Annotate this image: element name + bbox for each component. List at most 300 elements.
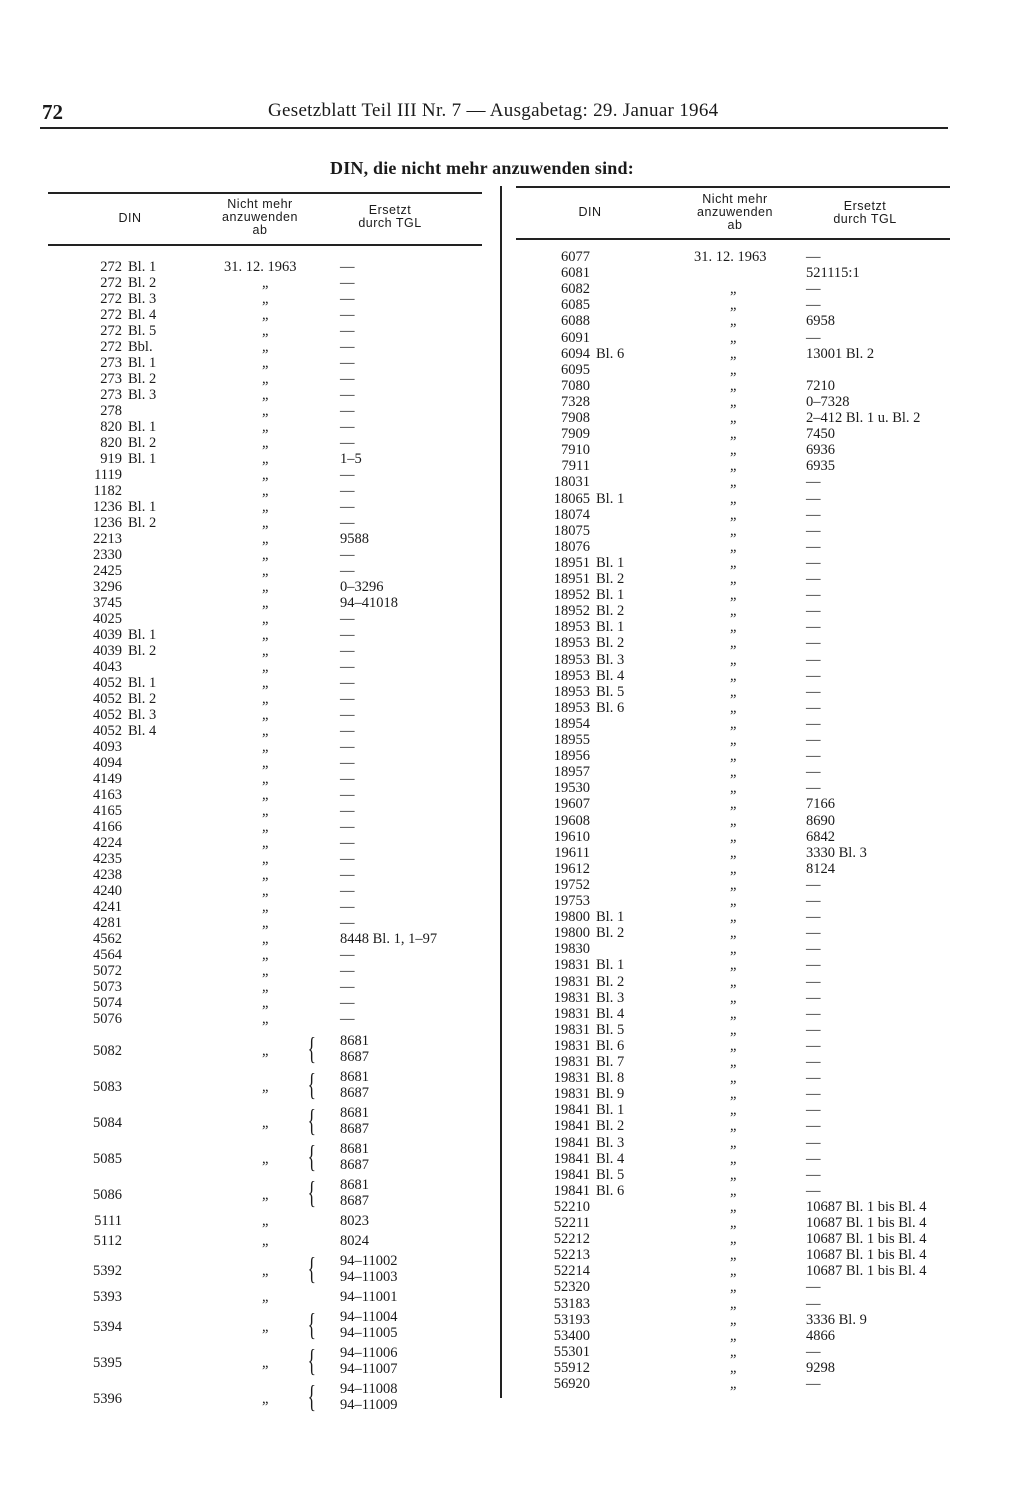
valid-until: „ xyxy=(730,860,737,877)
din-number: 4163 xyxy=(93,787,122,803)
replaced-by-tgl: 6958 xyxy=(806,313,835,330)
left-col-ersetzt-l2: durch TGL xyxy=(358,216,422,230)
replaced-by-tgl: — xyxy=(340,899,355,915)
din-number: 19800 xyxy=(553,909,590,926)
din-number: 3296 xyxy=(93,579,122,595)
replaced-by-tgl: — xyxy=(806,1118,821,1135)
table-row xyxy=(516,571,956,587)
valid-until: „ xyxy=(730,893,737,909)
din-number: 19800 xyxy=(553,925,590,942)
right-col-nicht-l1: Nicht mehr xyxy=(702,192,768,206)
replaced-by-tgl: — xyxy=(340,403,355,419)
valid-until: „ xyxy=(262,1233,269,1249)
replaced-by-tgl: — xyxy=(806,1021,821,1038)
replaced-by-tgl: 94–11009 xyxy=(340,1397,398,1413)
din-blatt: Bl. 3 xyxy=(128,291,157,307)
valid-until: „ xyxy=(730,812,737,829)
din-number: 919 xyxy=(100,451,122,467)
replaced-by-tgl: — xyxy=(806,1295,821,1312)
table-row xyxy=(48,675,482,691)
replaced-by-tgl: 94–11006 xyxy=(340,1345,398,1361)
valid-until: „ xyxy=(262,467,269,483)
din-number: 4166 xyxy=(93,819,122,835)
page-header-title: Gesetzblatt Teil III Nr. 7 — Ausgabetag: 29. Januar 1964 xyxy=(268,100,719,121)
table-row xyxy=(516,861,956,877)
replaced-by-tgl: — xyxy=(340,483,355,499)
valid-until: „ xyxy=(262,403,269,419)
din-number: 4224 xyxy=(93,835,122,851)
table-row xyxy=(516,1360,956,1376)
table-row xyxy=(516,362,956,378)
replaced-by-tgl: 8687 xyxy=(340,1049,369,1065)
replaced-by-tgl: — xyxy=(806,1134,821,1151)
din-number: 1119 xyxy=(94,467,122,483)
din-number: 18954 xyxy=(553,715,590,732)
table-row xyxy=(516,1151,956,1167)
table-row xyxy=(48,1141,482,1157)
replaced-by-tgl: — xyxy=(806,1070,821,1087)
valid-until: „ xyxy=(730,410,737,426)
valid-until: „ xyxy=(730,844,737,861)
replaced-by-tgl: — xyxy=(806,1086,821,1103)
table-row xyxy=(48,355,482,371)
table-row xyxy=(48,483,482,499)
table-row xyxy=(516,1118,956,1134)
table-row xyxy=(48,947,482,963)
valid-until: „ xyxy=(730,989,737,1006)
replaced-by-tgl: 9298 xyxy=(806,1359,835,1376)
din-number: 5082 xyxy=(93,1043,122,1059)
valid-until: „ xyxy=(262,915,269,931)
din-number: 6094 xyxy=(561,345,590,362)
din-blatt: Bl. 2 xyxy=(596,1118,625,1135)
table-row xyxy=(48,275,482,291)
replaced-by-tgl: — xyxy=(340,723,355,739)
table-row xyxy=(516,845,956,861)
valid-until: „ xyxy=(730,1005,737,1022)
din-blatt: Bl. 3 xyxy=(128,387,157,403)
din-blatt: Bl. 5 xyxy=(596,1166,625,1183)
valid-until: „ xyxy=(730,1359,737,1376)
right-col-ersetzt-l2: durch TGL xyxy=(833,212,897,226)
replaced-by-tgl: — xyxy=(806,780,821,797)
din-number: 19610 xyxy=(553,828,590,845)
din-number: 4025 xyxy=(93,611,122,627)
table-row xyxy=(516,1376,956,1392)
din-blatt: Bl. 8 xyxy=(596,1070,625,1087)
replaced-by-tgl: 521115:1 xyxy=(806,265,860,282)
table-row xyxy=(48,1213,482,1229)
din-number: 4281 xyxy=(93,915,122,931)
replaced-by-tgl: — xyxy=(806,297,821,314)
replaced-by-tgl: 8687 xyxy=(340,1085,369,1101)
table-row xyxy=(48,1253,482,1269)
valid-until: „ xyxy=(262,515,269,531)
replaced-by-tgl: 7450 xyxy=(806,426,835,443)
replaced-by-tgl: — xyxy=(340,851,355,867)
brace-icon: { xyxy=(307,1102,316,1138)
valid-until: „ xyxy=(730,1279,737,1296)
section-title: DIN, die nicht mehr anzuwenden sind: xyxy=(330,158,634,178)
table-row xyxy=(516,539,956,555)
din-number: 278 xyxy=(100,403,122,419)
replaced-by-tgl: 8681 xyxy=(340,1141,369,1157)
replaced-by-tgl: — xyxy=(806,587,821,604)
table-row xyxy=(516,458,956,474)
replaced-by-tgl: — xyxy=(340,979,355,995)
table-row xyxy=(516,990,956,1006)
table-row xyxy=(516,764,956,780)
valid-until: „ xyxy=(730,281,737,298)
table-row xyxy=(516,1038,956,1054)
replaced-by-tgl: — xyxy=(806,683,821,700)
valid-until: „ xyxy=(262,1319,269,1335)
replaced-by-tgl: 10687 Bl. 1 bis Bl. 4 xyxy=(806,1247,927,1264)
din-number: 4564 xyxy=(93,947,122,963)
din-number: 4238 xyxy=(93,867,122,883)
replaced-by-tgl: — xyxy=(340,867,355,883)
din-number: 7910 xyxy=(561,442,590,459)
replaced-by-tgl: 8687 xyxy=(340,1121,369,1137)
table-row xyxy=(516,619,956,635)
valid-until: „ xyxy=(730,1376,737,1392)
din-number: 3745 xyxy=(93,595,122,611)
replaced-by-tgl: — xyxy=(340,611,355,627)
table-row xyxy=(48,339,482,355)
din-number: 19831 xyxy=(553,1070,590,1087)
table-row xyxy=(516,1199,956,1215)
replaced-by-tgl: 8681 xyxy=(340,1105,369,1121)
din-number: 5085 xyxy=(93,1151,122,1167)
valid-until: „ xyxy=(262,947,269,963)
replaced-by-tgl: 0–3296 xyxy=(340,579,384,595)
table-row xyxy=(516,491,956,507)
table-row xyxy=(516,265,956,281)
valid-until: „ xyxy=(262,1263,269,1279)
replaced-by-tgl: 8024 xyxy=(340,1233,369,1249)
replaced-by-tgl: 94–41018 xyxy=(340,595,398,611)
replaced-by-tgl: — xyxy=(340,547,355,563)
din-number: 18955 xyxy=(553,732,590,748)
table-row xyxy=(48,771,482,787)
valid-until: „ xyxy=(262,483,269,499)
valid-until: „ xyxy=(262,1289,269,1305)
table-row xyxy=(516,1263,956,1279)
brace-icon: { xyxy=(307,1378,316,1414)
valid-until: „ xyxy=(730,393,737,410)
din-blatt: Bl. 3 xyxy=(596,1134,625,1151)
replaced-by-tgl: — xyxy=(340,691,355,707)
table-row xyxy=(48,1361,482,1377)
din-number: 18031 xyxy=(553,474,590,491)
din-number: 5395 xyxy=(93,1355,122,1371)
replaced-by-tgl: — xyxy=(340,419,355,435)
valid-until: „ xyxy=(730,828,737,845)
replaced-by-tgl: — xyxy=(806,1166,821,1183)
table-row xyxy=(48,931,482,947)
din-blatt: Bl. 9 xyxy=(596,1086,625,1103)
table-row xyxy=(48,419,482,435)
replaced-by-tgl: 8448 Bl. 1, 1–97 xyxy=(340,931,438,947)
valid-until: „ xyxy=(730,538,737,555)
valid-until: „ xyxy=(262,355,269,371)
table-row xyxy=(48,899,482,915)
din-blatt: Bl. 5 xyxy=(128,323,157,339)
table-row xyxy=(516,893,956,909)
din-number: 19841 xyxy=(553,1134,590,1151)
valid-until: „ xyxy=(262,803,269,819)
replaced-by-tgl: 7210 xyxy=(806,377,835,394)
left-top-rule xyxy=(48,192,482,194)
din-number: 19831 xyxy=(553,989,590,1006)
table-row xyxy=(516,925,956,941)
din-number: 19752 xyxy=(553,876,590,893)
valid-until: „ xyxy=(262,995,269,1011)
valid-until: „ xyxy=(730,490,737,507)
table-row xyxy=(516,813,956,829)
right-top-rule xyxy=(516,186,950,188)
replaced-by-tgl: — xyxy=(806,571,821,587)
replaced-by-tgl: 3336 Bl. 9 xyxy=(806,1311,867,1328)
replaced-by-tgl: 94–11001 xyxy=(340,1289,398,1305)
table-row xyxy=(516,1183,956,1199)
table-row xyxy=(516,346,956,362)
din-number: 4235 xyxy=(93,851,122,867)
din-number: 820 xyxy=(100,419,122,435)
table-row xyxy=(48,307,482,323)
table-row xyxy=(516,1167,956,1183)
valid-until: „ xyxy=(262,387,269,403)
replaced-by-tgl: 0–7328 xyxy=(806,393,850,410)
replaced-by-tgl: — xyxy=(340,739,355,755)
din-blatt: Bl. 1 xyxy=(128,419,157,435)
valid-until: „ xyxy=(730,1343,737,1360)
left-col-nicht-mehr xyxy=(205,198,315,237)
din-blatt: Bl. 6 xyxy=(596,1037,625,1054)
valid-until: „ xyxy=(262,323,269,339)
din-number: 55912 xyxy=(553,1359,590,1376)
din-blatt: Bl. 6 xyxy=(596,1182,625,1199)
din-number: 5072 xyxy=(93,963,122,979)
replaced-by-tgl: — xyxy=(806,957,821,974)
valid-until: „ xyxy=(262,1213,269,1229)
table-row xyxy=(516,909,956,925)
valid-until: „ xyxy=(730,699,737,716)
table-row xyxy=(516,410,956,426)
valid-until: „ xyxy=(730,554,737,571)
replaced-by-tgl: — xyxy=(340,515,355,531)
table-row xyxy=(516,1102,956,1118)
table-row xyxy=(516,474,956,490)
din-number: 18953 xyxy=(553,683,590,700)
valid-until: „ xyxy=(262,675,269,691)
din-number: 2330 xyxy=(93,547,122,563)
right-col-nicht-l2: anzuwenden xyxy=(697,205,773,219)
din-number: 1236 xyxy=(93,515,122,531)
din-number: 4052 xyxy=(93,723,122,739)
din-blatt: Bl. 1 xyxy=(596,909,625,926)
table-row xyxy=(48,723,482,739)
replaced-by-tgl: — xyxy=(340,499,355,515)
table-row xyxy=(516,1022,956,1038)
table-row xyxy=(48,1033,482,1049)
replaced-by-tgl: — xyxy=(806,1102,821,1119)
table-row xyxy=(516,1070,956,1086)
din-number: 6088 xyxy=(561,313,590,330)
replaced-by-tgl: — xyxy=(340,275,355,291)
din-number: 4240 xyxy=(93,883,122,899)
table-row xyxy=(516,1135,956,1151)
replaced-by-tgl: — xyxy=(340,563,355,579)
table-row xyxy=(48,819,482,835)
replaced-by-tgl: — xyxy=(340,755,355,771)
table-row xyxy=(48,1069,482,1085)
replaced-by-tgl: 7166 xyxy=(806,796,835,813)
din-number: 19530 xyxy=(553,780,590,797)
din-number: 5392 xyxy=(93,1263,122,1279)
table-row xyxy=(48,451,482,467)
table-row xyxy=(516,974,956,990)
valid-until: „ xyxy=(262,659,269,675)
table-row xyxy=(516,700,956,716)
din-number: 53400 xyxy=(553,1327,590,1344)
table-row xyxy=(516,523,956,539)
valid-until: „ xyxy=(730,1215,737,1231)
replaced-by-tgl: 8687 xyxy=(340,1193,369,1209)
table-row xyxy=(516,555,956,571)
table-row xyxy=(48,403,482,419)
header-rule xyxy=(40,127,948,129)
replaced-by-tgl: — xyxy=(340,323,355,339)
din-number: 52213 xyxy=(553,1247,590,1264)
table-row xyxy=(516,1296,956,1312)
valid-until: „ xyxy=(262,1043,269,1059)
replaced-by-tgl: — xyxy=(806,989,821,1006)
din-number: 18953 xyxy=(553,635,590,652)
din-number: 4043 xyxy=(93,659,122,675)
din-blatt: Bl. 1 xyxy=(596,619,625,636)
din-number: 6091 xyxy=(561,329,590,346)
din-blatt: Bl. 2 xyxy=(596,925,625,942)
din-number: 19830 xyxy=(553,941,590,958)
valid-until: „ xyxy=(730,506,737,523)
valid-until: „ xyxy=(262,643,269,659)
replaced-by-tgl: — xyxy=(806,1054,821,1070)
replaced-by-tgl: — xyxy=(340,883,355,899)
table-row xyxy=(516,829,956,845)
din-number: 272 xyxy=(100,259,122,275)
table-row xyxy=(48,291,482,307)
valid-until: 31. 12. 1963 xyxy=(224,259,297,275)
din-number: 272 xyxy=(100,339,122,355)
din-number: 5393 xyxy=(93,1289,122,1305)
replaced-by-tgl: — xyxy=(806,732,821,748)
din-blatt: Bl. 4 xyxy=(596,667,625,684)
table-row xyxy=(48,563,482,579)
replaced-by-tgl: 8124 xyxy=(806,860,835,877)
valid-until: „ xyxy=(262,899,269,915)
din-number: 18065 xyxy=(553,490,590,507)
table-row xyxy=(516,941,956,957)
valid-until: „ xyxy=(262,611,269,627)
valid-until: „ xyxy=(730,780,737,797)
table-row xyxy=(48,1049,482,1065)
table-row xyxy=(48,1289,482,1305)
valid-until: „ xyxy=(730,1247,737,1264)
valid-until: „ xyxy=(262,435,269,451)
right-col-ersetzt-l1: Ersetzt xyxy=(843,199,887,213)
din-number: 18952 xyxy=(553,603,590,620)
center-column-rule xyxy=(500,186,502,1398)
replaced-by-tgl: — xyxy=(806,715,821,732)
din-number: 7909 xyxy=(561,426,590,443)
table-row xyxy=(48,371,482,387)
din-number: 4165 xyxy=(93,803,122,819)
din-blatt: Bl. 1 xyxy=(596,554,625,571)
replaced-by-tgl: 10687 Bl. 1 bis Bl. 4 xyxy=(806,1263,927,1280)
replaced-by-tgl: — xyxy=(806,490,821,507)
din-blatt: Bl. 1 xyxy=(128,499,157,515)
din-number: 4093 xyxy=(93,739,122,755)
din-number: 2425 xyxy=(93,563,122,579)
din-blatt: Bl. 6 xyxy=(596,699,625,716)
replaced-by-tgl: — xyxy=(340,1011,355,1027)
din-number: 18951 xyxy=(553,554,590,571)
replaced-by-tgl: — xyxy=(340,291,355,307)
valid-until: „ xyxy=(730,748,737,765)
din-number: 19841 xyxy=(553,1182,590,1199)
table-row xyxy=(48,627,482,643)
table-row xyxy=(516,1054,956,1070)
replaced-by-tgl: — xyxy=(806,1037,821,1054)
replaced-by-tgl: 10687 Bl. 1 bis Bl. 4 xyxy=(806,1215,927,1231)
valid-until: „ xyxy=(262,291,269,307)
replaced-by-tgl: — xyxy=(340,371,355,387)
left-col-nicht-l2: anzuwenden xyxy=(222,210,298,224)
valid-until: „ xyxy=(262,1355,269,1371)
din-number: 19831 xyxy=(553,957,590,974)
valid-until: „ xyxy=(262,371,269,387)
valid-until: „ xyxy=(730,651,737,668)
valid-until: „ xyxy=(730,909,737,926)
din-blatt: Bl. 1 xyxy=(128,451,157,467)
replaced-by-tgl: 8681 xyxy=(340,1069,369,1085)
din-number: 19841 xyxy=(553,1118,590,1135)
replaced-by-tgl: — xyxy=(806,973,821,990)
valid-until: „ xyxy=(730,619,737,636)
din-number: 5396 xyxy=(93,1391,122,1407)
valid-until: „ xyxy=(730,329,737,346)
right-head-rule xyxy=(516,238,950,240)
table-row xyxy=(516,1328,956,1344)
valid-until: „ xyxy=(730,683,737,700)
din-number: 19612 xyxy=(553,860,590,877)
table-row xyxy=(516,668,956,684)
valid-until: „ xyxy=(730,796,737,813)
din-blatt: Bl. 2 xyxy=(596,635,625,652)
valid-until: „ xyxy=(730,1102,737,1119)
left-col-nicht-l3: ab xyxy=(252,223,268,237)
valid-until: „ xyxy=(262,1115,269,1131)
valid-until: „ xyxy=(262,1079,269,1095)
replaced-by-tgl: — xyxy=(806,522,821,539)
replaced-by-tgl: — xyxy=(340,963,355,979)
valid-until: „ xyxy=(262,1187,269,1203)
din-number: 273 xyxy=(100,355,122,371)
table-row xyxy=(516,652,956,668)
valid-until: „ xyxy=(730,442,737,459)
valid-until: „ xyxy=(730,1182,737,1199)
